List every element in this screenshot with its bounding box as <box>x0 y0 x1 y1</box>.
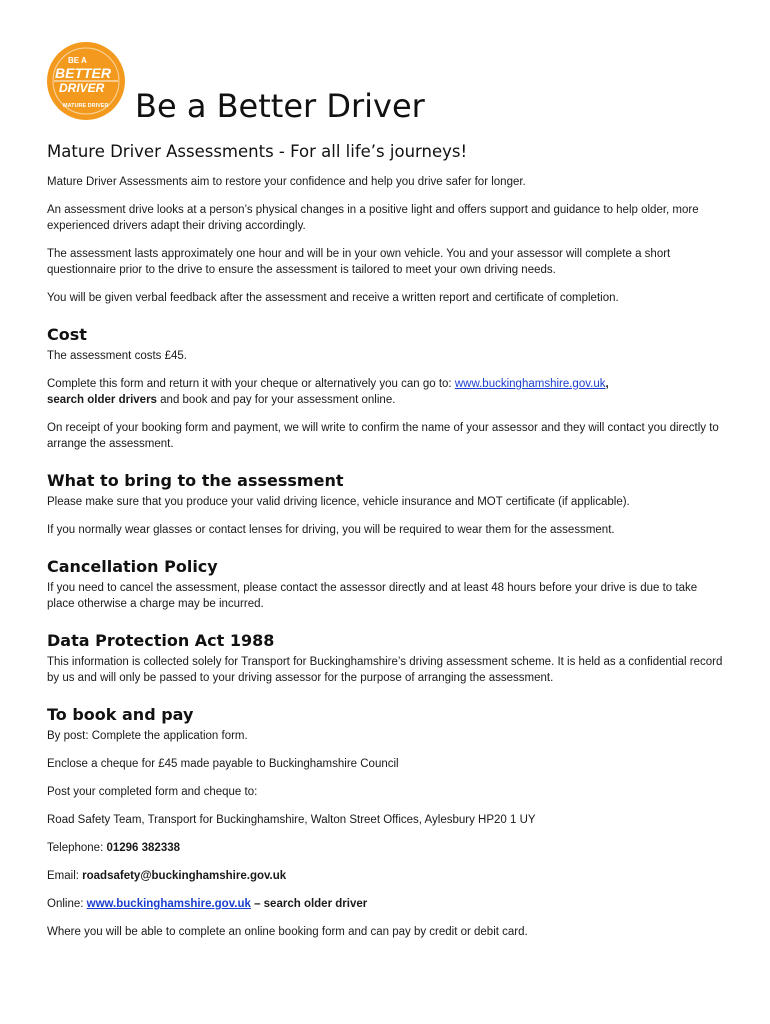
cost-paragraph-2 <box>47 376 727 408</box>
bring-paragraph-1: Please make sure that you produce your valid driving licence, vehicle insurance and MOT certificate (if applicable). <box>47 496 630 508</box>
document-content <box>47 140 727 952</box>
cancellation-paragraph: If you need to cancel the assessment, please contact the assessor directly and at least 48 hours before your drive is due to take place otherwise a charge may be incurred. <box>47 582 698 610</box>
buckinghamshire-link[interactable]: www.buckinghamshire.gov.uk <box>454 378 606 390</box>
cost-paragraph-1: The assessment costs £45. <box>47 350 187 362</box>
email-value: roadsafety@buckinghamshire.gov.uk <box>82 870 287 882</box>
email-label: Email: <box>47 870 83 882</box>
book-email <box>47 868 727 884</box>
bring-paragraph-2: If you normally wear glasses or contact lenses for driving, you will be required to wear them for the assessment. <box>47 524 615 536</box>
book-telephone <box>47 840 727 856</box>
online-link[interactable] <box>87 898 251 910</box>
logo-ring-text: MATURE DRIVER <box>63 103 109 109</box>
intro-paragraph-1: Mature Driver Assessments aim to restore your confidence and help you drive safer for longer. <box>47 176 526 188</box>
data-protection-heading: Data Protection Act 1988 <box>47 631 275 650</box>
cost-p2-comma: , <box>605 378 609 390</box>
cost-p2-text: Complete this form and return it with your cheque or alternatively you can go to: <box>47 378 455 390</box>
bring-heading: What to bring to the assessment <box>47 471 344 490</box>
intro-paragraph-4: You will be given verbal feedback after the assessment and receive a written report and certificate of completion. <box>47 292 619 304</box>
telephone-label: Telephone: <box>47 842 107 854</box>
logo-line3: DRIVER <box>59 81 105 95</box>
book-paragraph-last: Where you will be able to complete an online booking form and can pay by credit or debit card. <box>47 926 528 938</box>
online-link-text: www.buckinghamshire.gov.uk <box>86 898 251 910</box>
intro-paragraph-3: The assessment lasts approximately one hour and will be in your own vehicle. You and your assessor will complete a short questionnaire prior to the drive to ensure the assessment is tailored to meet your own driving needs. <box>47 248 671 276</box>
page-subtitle: Mature Driver Assessments - For all life’s journeys! <box>47 142 468 161</box>
cost-p2-post: and book and pay for your assessment online. <box>156 394 396 406</box>
book-paragraph-2: Enclose a cheque for £45 made payable to Buckinghamshire Council <box>47 758 399 770</box>
book-address: Road Safety Team, Transport for Buckinghamshire, Walton Street Offices, Aylesbury HP20 1 UY <box>47 814 536 826</box>
page-title: Be a Better Driver <box>135 87 425 125</box>
book-paragraph-3: Post your completed form and cheque to: <box>47 786 258 798</box>
book-heading: To book and pay <box>47 705 194 724</box>
online-label: Online: <box>47 898 87 910</box>
cost-heading: Cost <box>47 325 87 344</box>
logo-line2: BETTER <box>55 65 111 81</box>
cost-paragraph-3: On receipt of your booking form and payment, we will write to confirm the name of your assessor and they will contact you directly to arrange the assessment. <box>47 422 719 450</box>
be-a-better-driver-logo <box>46 41 126 121</box>
cost-p2-search: search older drivers <box>47 394 157 406</box>
data-protection-paragraph: This information is collected solely for Transport for Buckinghamshire’s driving assessment scheme. It is held as a confidential record by us and will only be passed to your driving assessor for the purpose of arranging the assessment. <box>47 656 723 684</box>
cancellation-heading: Cancellation Policy <box>47 557 218 576</box>
book-online <box>47 896 727 912</box>
telephone-value: 01296 382338 <box>106 842 181 854</box>
online-post: – search older driver <box>250 898 368 910</box>
logo-line1: BE A <box>68 56 87 65</box>
intro-paragraph-2: An assessment drive looks at a person’s physical changes in a positive light and offers support and guidance to help older, more experienced drivers adapt their driving accordingly. <box>47 204 699 232</box>
book-paragraph-1: By post: Complete the application form. <box>47 730 248 742</box>
